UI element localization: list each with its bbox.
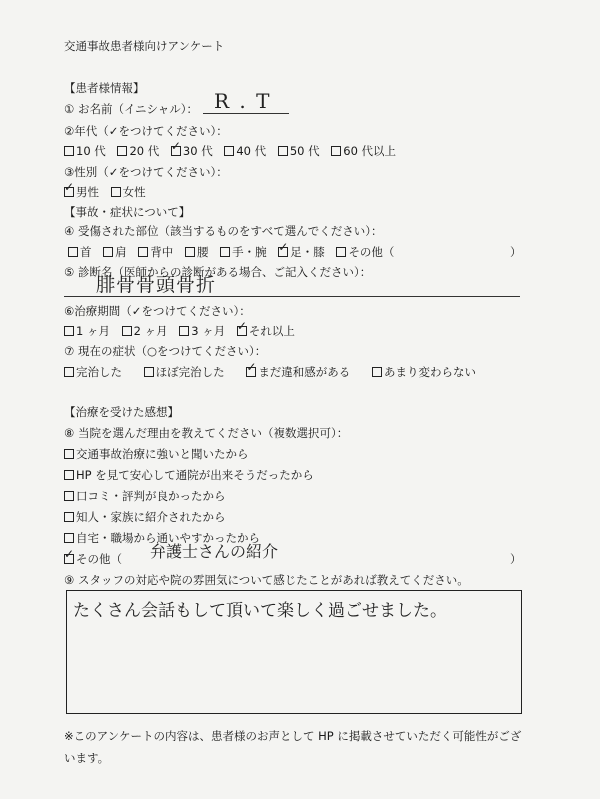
- checkbox[interactable]: [64, 449, 74, 459]
- q5-label: ⑤ 診断名（医師からの診断がある場合、ご記入ください）：: [64, 265, 372, 279]
- q2-option-40s[interactable]: 40 代: [224, 145, 266, 159]
- checkbox[interactable]: [372, 367, 382, 377]
- footer-note-line2: います。: [64, 751, 110, 765]
- checkbox[interactable]: [144, 367, 154, 377]
- checkbox-checked[interactable]: [64, 554, 74, 564]
- q7-option-unchanged[interactable]: あまり変わらない: [372, 366, 476, 380]
- section-patient-heading: 【患者様情報】: [64, 81, 145, 95]
- section-accident-heading: 【事故・症状について】: [64, 205, 191, 219]
- q8-option-1[interactable]: 交通事故治療に強いと聞いたから: [64, 448, 249, 462]
- q6-option-1m[interactable]: 1 ヶ月: [64, 325, 110, 339]
- q8-other-answer[interactable]: 弁護士さんの紹介: [150, 542, 279, 561]
- q9-answer: たくさん会話もして頂いて楽しく過ごせました。: [73, 601, 447, 621]
- checkbox[interactable]: [336, 247, 346, 257]
- checkbox-checked[interactable]: [246, 367, 256, 377]
- q4-option-shoulder[interactable]: 肩: [103, 246, 127, 260]
- q7-option-cured[interactable]: 完治した: [64, 366, 122, 380]
- checkbox[interactable]: [64, 367, 74, 377]
- checkbox[interactable]: [111, 187, 121, 197]
- q3-option-female[interactable]: 女性: [111, 186, 146, 200]
- q4-option-waist[interactable]: 腰: [185, 246, 209, 260]
- checkbox[interactable]: [224, 146, 234, 156]
- q7-option-discomfort[interactable]: ✓ まだ違和感がある: [246, 366, 350, 380]
- checkbox[interactable]: [64, 326, 74, 336]
- checkbox-checked[interactable]: [171, 146, 181, 156]
- checkbox[interactable]: [64, 533, 74, 543]
- checkbox-checked[interactable]: [64, 187, 74, 197]
- checkbox-checked[interactable]: [278, 247, 288, 257]
- q2-option-10s[interactable]: 10 代: [64, 145, 106, 159]
- footer-note-line1: ※このアンケートの内容は、患者様のお声として HP に掲載させていただく可能性がござ: [64, 729, 522, 743]
- checkbox[interactable]: [179, 326, 189, 336]
- q6-option-more[interactable]: ✓ それ以上: [237, 325, 295, 339]
- q6-options: [64, 325, 303, 339]
- q2-option-20s[interactable]: 20 代: [117, 145, 159, 159]
- q3-options: [64, 186, 154, 200]
- q8-option-5[interactable]: 自宅・職場から通いやすかったから: [64, 532, 260, 546]
- q4-options: [68, 246, 402, 260]
- checkbox[interactable]: [278, 146, 288, 156]
- q6-option-2m[interactable]: 2 ヶ月: [122, 325, 168, 339]
- q4-option-arm[interactable]: 手・腕: [220, 246, 267, 260]
- q2-label: ②年代（✓をつけてください）：: [64, 124, 228, 138]
- q4-option-other[interactable]: その他（: [336, 246, 394, 260]
- checkbox[interactable]: [220, 247, 230, 257]
- checkbox[interactable]: [331, 146, 341, 156]
- q8-option-2[interactable]: HP を見て安心して通院が出来そうだったから: [64, 469, 314, 483]
- q6-option-3m[interactable]: 3 ヶ月: [179, 325, 225, 339]
- q4-label: ④ 受傷された部位（該当するものをすべて選んでください）：: [64, 224, 383, 238]
- checkbox[interactable]: [64, 470, 74, 480]
- q4-option-neck[interactable]: 首: [68, 246, 92, 260]
- checkbox[interactable]: [64, 491, 74, 501]
- q2-option-30s[interactable]: ✓ 30 代: [171, 145, 213, 159]
- checkbox[interactable]: [122, 326, 132, 336]
- checkbox[interactable]: [68, 247, 78, 257]
- q1-label: ① お名前（イニシャル）：: [64, 102, 199, 116]
- q7-label: ⑦ 現在の症状（○をつけてください）：: [64, 344, 267, 358]
- q4-close-paren: ）: [510, 245, 522, 259]
- q8-label: ⑧ 当院を選んだ理由を教えてください（複数選択可）：: [64, 426, 349, 440]
- q9-label: ⑨ スタッフの対応や院の雰囲気について感じたことがあれば教えてください。: [64, 573, 469, 587]
- q7-option-almost[interactable]: ほぼ完治した: [144, 366, 225, 380]
- q4-option-leg[interactable]: ✓ 足・膝: [278, 246, 325, 260]
- section-impression-heading: 【治療を受けた感想】: [64, 405, 179, 419]
- q5-answer[interactable]: 腓骨骨頭骨折: [96, 274, 217, 296]
- survey-title: 交通事故患者様向けアンケート: [64, 39, 225, 53]
- checkbox[interactable]: [103, 247, 113, 257]
- q9-comment-box[interactable]: [66, 590, 522, 714]
- q4-option-back[interactable]: 背中: [138, 246, 173, 260]
- checkbox[interactable]: [64, 146, 74, 156]
- checkbox[interactable]: [117, 146, 127, 156]
- q8-option-other[interactable]: ✓その他（: [64, 553, 122, 567]
- q2-option-50s[interactable]: 50 代: [278, 145, 320, 159]
- q2-options: [64, 145, 404, 159]
- checkbox[interactable]: [64, 512, 74, 522]
- q8-option-3[interactable]: 口コミ・評判が良かったから: [64, 490, 226, 504]
- checkbox[interactable]: [185, 247, 195, 257]
- q6-label: ⑥治療期間（✓をつけてください）：: [64, 304, 251, 318]
- q3-option-male[interactable]: ✓男性: [64, 186, 99, 200]
- q1-underline: [203, 113, 289, 114]
- q1-answer[interactable]: R . T: [214, 89, 272, 113]
- q2-option-60s[interactable]: 60 代以上: [331, 145, 396, 159]
- checkbox[interactable]: [138, 247, 148, 257]
- checkbox-checked[interactable]: [237, 326, 247, 336]
- q8-close-paren: ）: [510, 552, 522, 566]
- q7-options: [64, 366, 484, 380]
- q8-option-4[interactable]: 知人・家族に紹介されたから: [64, 511, 226, 525]
- q3-label: ③性別（✓をつけてください）：: [64, 165, 228, 179]
- q5-underline: [64, 296, 520, 297]
